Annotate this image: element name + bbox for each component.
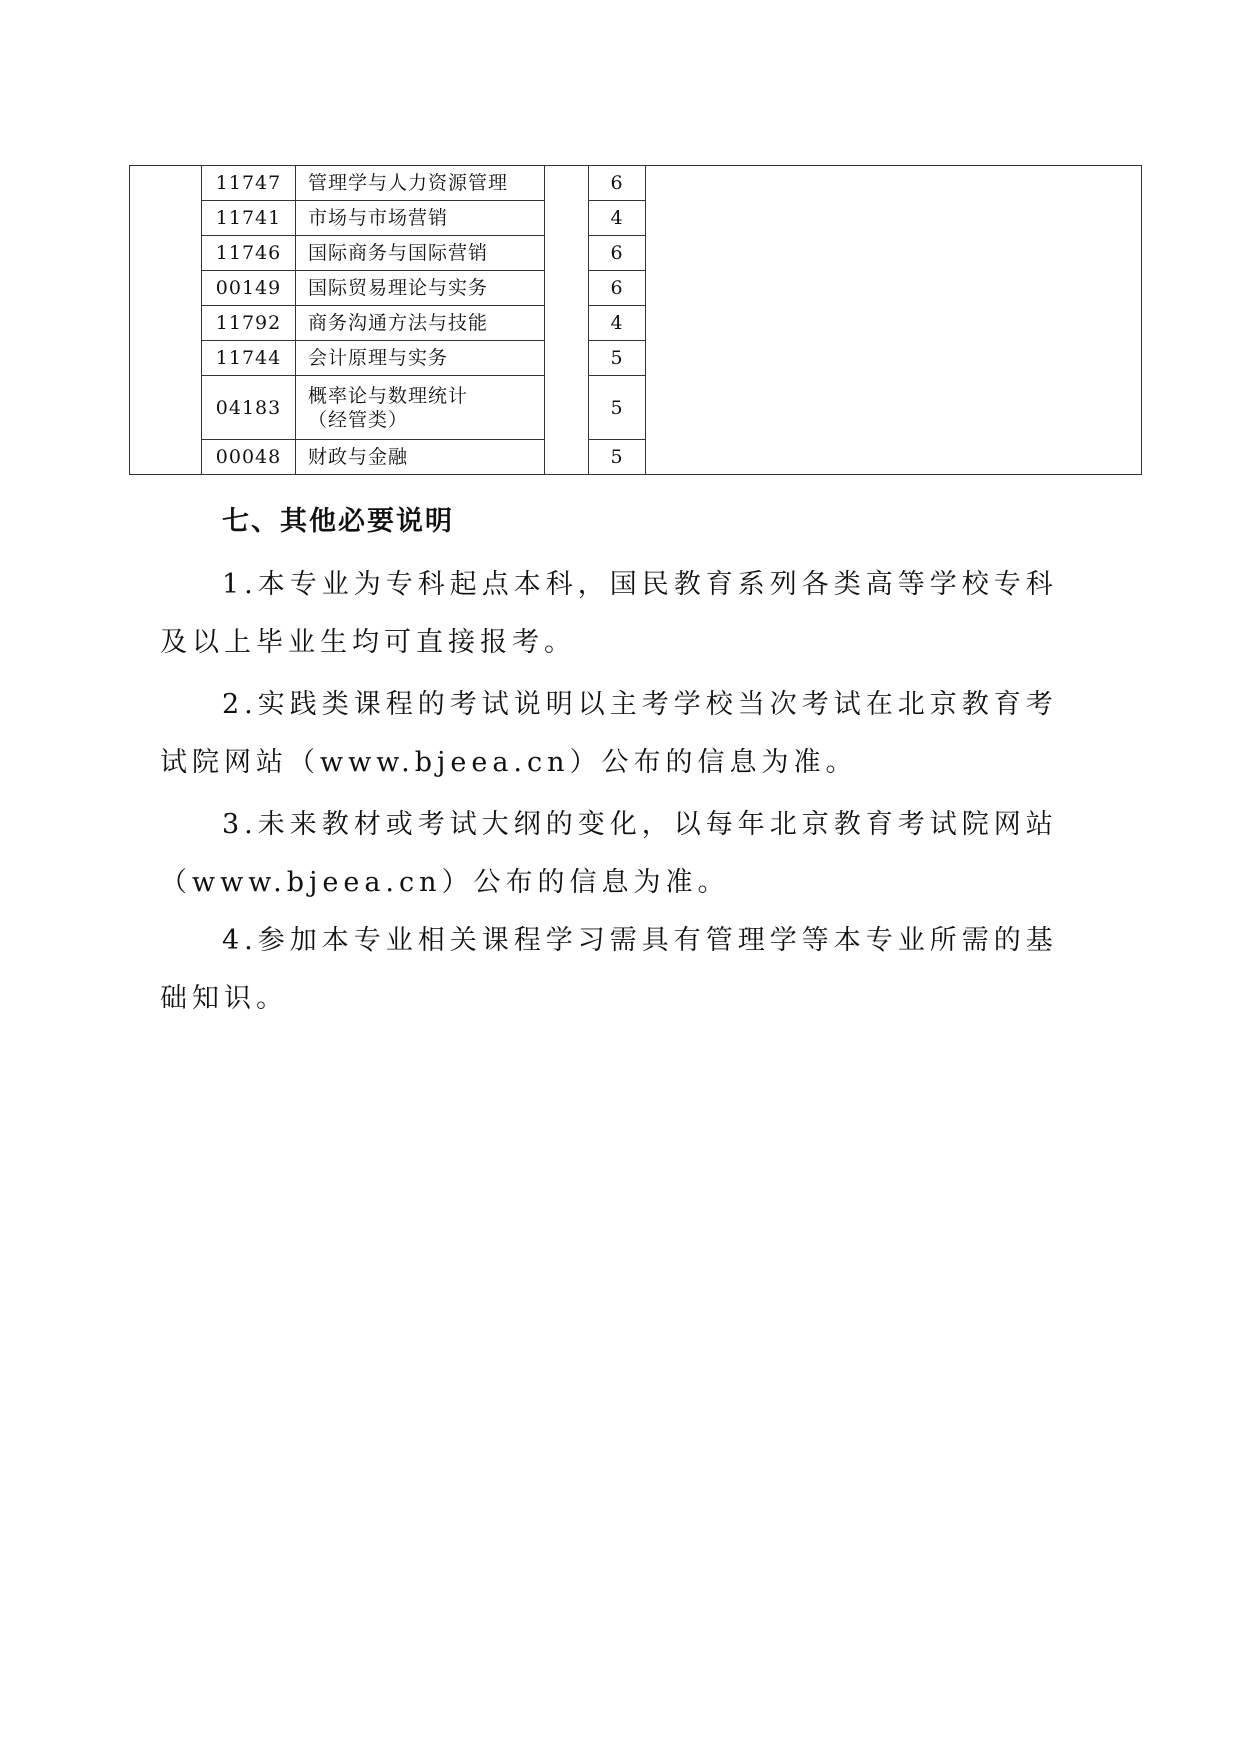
course-code: 11744 [202,341,296,376]
course-credit: 6 [589,166,646,201]
note-paragraph: 3.未来教材或考试大纲的变化，以每年北京教育考试院网站（www.bjeea.cn）公布的信息为准。 [160,809,1058,898]
note-paragraph: 1.本专业为专科起点本科，国民教育系列各类高等学校专科及以上毕业生均可直接报考。 [160,569,1058,658]
section-heading: 七、其他必要说明 [222,506,454,537]
course-code: 11792 [202,306,296,341]
course-credit: 5 [589,376,646,440]
course-name: 市场与市场营销 [296,201,545,236]
course-code: 00149 [202,271,296,306]
course-code: 11747 [202,166,296,201]
course-credit: 4 [589,306,646,341]
course-name: 概率论与数理统计 （经管类） [296,376,545,440]
note-paragraph: 4.参加本专业相关课程学习需具有管理学等本专业所需的基础知识。 [160,925,1058,1014]
table-cell-notes [646,166,1142,475]
course-credit: 5 [589,341,646,376]
table-cell-blank [545,166,589,475]
course-name: 财政与金融 [296,440,545,475]
course-name: 管理学与人力资源管理 [296,166,545,201]
course-credit: 4 [589,201,646,236]
table-cell-blank [130,166,202,475]
note-paragraph: 2.实践类课程的考试说明以主考学校当次考试在北京教育考试院网站（www.bjeea.cn）公布的信息为准。 [160,689,1058,778]
course-credit: 6 [589,236,646,271]
course-code: 04183 [202,376,296,440]
course-name: 商务沟通方法与技能 [296,306,545,341]
course-name: 国际商务与国际营销 [296,236,545,271]
table-row [130,166,1142,201]
course-code: 11741 [202,201,296,236]
course-name: 国际贸易理论与实务 [296,271,545,306]
course-table [129,165,1142,475]
course-credit: 5 [589,440,646,475]
course-credit: 6 [589,271,646,306]
course-name: 会计原理与实务 [296,341,545,376]
course-code: 00048 [202,440,296,475]
course-code: 11746 [202,236,296,271]
